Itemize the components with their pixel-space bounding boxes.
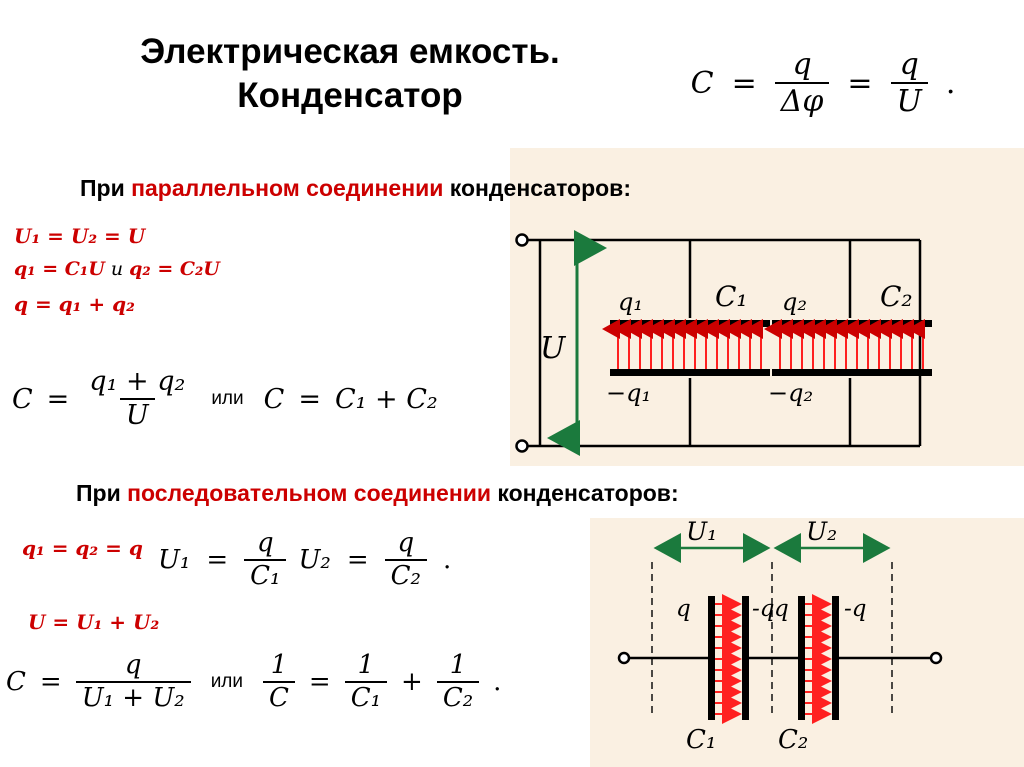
parallel-eq-charge-and: и	[104, 258, 130, 280]
series-u2-num: q	[397, 528, 415, 558]
main-formula-equals-1: =	[731, 65, 757, 101]
series-u1-fraction	[244, 530, 286, 591]
main-formula-equals-2: =	[847, 65, 873, 101]
terminal-top	[517, 235, 528, 246]
series-formula-inv-c-den: C	[263, 681, 295, 712]
series-reference-lines	[652, 562, 892, 714]
series-formula-inv-c-num: 1	[270, 650, 288, 680]
capacitor-2-top-charge: q₂	[782, 288, 807, 316]
parallel-wires	[528, 240, 920, 446]
series-label-u1: U₁	[686, 518, 718, 546]
series-u-period: .	[442, 545, 452, 576]
series-formula-inv-c2-num: 1	[449, 650, 467, 680]
parallel-eq-charge-sum: q = q₁ + q₂	[14, 292, 135, 316]
series-heading-post: конденсаторов:	[491, 480, 679, 506]
series-voltage-formula	[158, 530, 455, 591]
series-formula-c: C	[6, 667, 26, 698]
series-heading-pre: При	[76, 480, 128, 506]
voltage-label-u: U	[540, 331, 566, 366]
parallel-formula-or: или	[211, 388, 244, 410]
title-line-2: Конденсатор	[237, 75, 463, 115]
main-formula-num-1: q	[792, 46, 812, 82]
series-capacitor-2-right-charge: -q	[844, 596, 867, 622]
parallel-eq-charge-2: q₂ = C₂U	[129, 258, 220, 280]
parallel-formula-equals: =	[46, 383, 70, 415]
series-capacitor-1-right-charge: -q	[752, 596, 775, 622]
series-formula-inv-c1-num: 1	[357, 650, 375, 680]
parallel-heading-highlight: параллельном соединении	[131, 175, 444, 201]
series-capacitor-1-left-charge: q	[676, 596, 691, 622]
series-capacitor-1	[676, 596, 775, 755]
main-formula-c: C	[690, 65, 714, 101]
parallel-formula-equals-2: =	[298, 383, 321, 415]
series-u2-den: C₂	[385, 559, 427, 590]
series-formula-fraction	[76, 652, 191, 713]
series-formula-den: U₁ + U₂	[76, 681, 191, 712]
capacitor-2-capacitance: C₂	[880, 280, 913, 313]
parallel-heading-post: конденсаторов:	[443, 175, 631, 201]
parallel-formula-rhs: C₁ + C₂	[334, 383, 438, 415]
series-formula-plus: +	[401, 667, 423, 698]
series-formula-inv-c	[263, 652, 295, 713]
series-formula-or: или	[210, 671, 244, 693]
series-terminal-right	[931, 653, 941, 663]
parallel-formula-c: C	[12, 383, 33, 415]
series-u1-equals: =	[206, 545, 229, 576]
series-capacitor-2	[774, 596, 867, 755]
parallel-formula-num: q₁ + q₂	[89, 366, 186, 397]
series-eq-charge: q₁ = q₂ = q	[22, 536, 143, 560]
series-formula-inv-c1	[345, 652, 387, 713]
main-formula-period: .	[945, 65, 956, 101]
parallel-eq-charge-1: q₁ = C₁U	[14, 258, 105, 280]
parallel-eq-charges	[14, 258, 220, 280]
main-formula-num-2: q	[899, 46, 919, 82]
main-formula-fraction-1	[775, 46, 830, 119]
series-capacitor-2-capacitance: C₂	[778, 725, 809, 755]
parallel-formula-fraction	[83, 368, 191, 431]
series-capacitor-2-left-charge: q	[774, 596, 789, 622]
series-formula-inv-c2-den: C₂	[437, 681, 479, 712]
series-eq-voltage: U = U₁ + U₂	[28, 610, 160, 634]
series-u1-den: C₁	[244, 559, 286, 590]
series-u1: U₁	[158, 545, 191, 576]
series-capacitor-1-capacitance: C₁	[686, 725, 717, 755]
series-formula-period-2: .	[493, 667, 502, 698]
series-heading-highlight: последовательном соединении	[127, 480, 492, 506]
parallel-circuit-diagram	[510, 148, 1024, 466]
capacitor-1-bottom-charge: −q₁	[606, 379, 652, 407]
parallel-formula-c2: C	[263, 383, 285, 415]
series-section-heading	[76, 480, 679, 507]
series-formula-equals-2: =	[308, 667, 331, 698]
series-terminal-left	[619, 653, 629, 663]
main-formula-den-1: Δφ	[775, 82, 830, 118]
parallel-formula-den: U	[120, 398, 155, 430]
series-formula-equals: =	[39, 667, 62, 698]
parallel-capacitance-formula	[12, 368, 438, 431]
parallel-eq-voltage: U₁ = U₂ = U	[14, 224, 146, 248]
parallel-heading-pre: При	[80, 175, 132, 201]
series-u2-equals: =	[346, 545, 369, 576]
title-line-1: Электрическая емкость.	[140, 32, 560, 71]
main-formula-den-2: U	[891, 82, 928, 118]
capacitor-1-top-charge: q₁	[618, 288, 643, 316]
series-formula-num: q	[124, 650, 142, 680]
series-formula-inv-c2	[437, 652, 479, 713]
series-u2: U₂	[298, 545, 331, 576]
series-u1-num: q	[256, 528, 274, 558]
page-title	[60, 30, 640, 118]
main-capacitance-formula	[640, 28, 1010, 138]
series-circuit-diagram	[590, 518, 1024, 767]
terminal-bottom	[517, 441, 528, 452]
capacitor-1	[606, 280, 770, 407]
main-formula-fraction-2	[891, 46, 928, 119]
series-u2-fraction	[385, 530, 427, 591]
series-formula-inv-c1-den: C₁	[345, 681, 387, 712]
series-label-u2: U₂	[806, 518, 838, 546]
capacitor-1-capacitance: C₁	[715, 280, 748, 313]
series-capacitance-formula	[6, 652, 505, 713]
capacitor-2-bottom-charge: −q₂	[768, 379, 814, 407]
